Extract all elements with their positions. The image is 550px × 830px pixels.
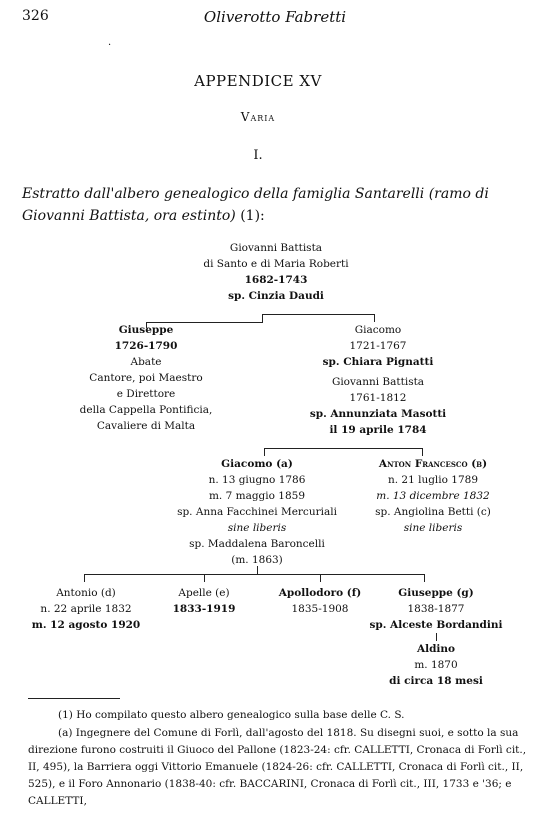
node-name: Apollodoro (f): [278, 587, 362, 599]
node-spouse: sp. Angiolina Betti (c): [375, 506, 491, 518]
node-role: Cavaliere di Malta: [96, 420, 196, 432]
node-spouse: sp. Annunziata Masotti: [309, 408, 447, 420]
node-dates: 1833-1919: [172, 603, 236, 615]
page-number: 326: [22, 8, 49, 24]
node-birth: n. 22 aprile 1832: [40, 603, 132, 615]
root-name: Giovanni Battista: [229, 242, 323, 254]
node-birth: n. 13 giugno 1786: [208, 474, 306, 486]
tree-line: [320, 574, 321, 582]
tree-node-giacomo-1721: [323, 322, 434, 370]
node-name: Giuseppe (g): [398, 587, 474, 599]
node-name: Antonio (d): [56, 587, 116, 599]
decorative-dot: ·: [108, 40, 112, 51]
node-name: Anton Francesco (b): [378, 458, 488, 470]
node-role: e Direttore: [116, 388, 176, 400]
tree-root: [203, 240, 348, 304]
tree-node-apelle: [173, 585, 236, 617]
node-death: m. 13 dicembre 1832: [376, 490, 490, 502]
footnote-rule: [28, 698, 120, 699]
footnote-1: (1) Ho compilato questo albero genealogico sulla base delle C. S.: [58, 709, 405, 721]
tree-node-giacomo-1786: [177, 456, 337, 568]
running-title: Oliverotto Fabretti: [203, 8, 347, 26]
node-name: Giacomo: [354, 324, 402, 336]
tree-node-antonio: [32, 585, 140, 633]
node-title: Abate: [130, 356, 162, 368]
tree-node-anton-francesco: [375, 456, 491, 536]
tree-line: [422, 448, 423, 456]
section-heading: Varia: [240, 110, 276, 124]
node-death: (m. 1863): [231, 554, 283, 566]
node-name: Giuseppe: [118, 324, 174, 336]
node-name: Aldino: [416, 643, 456, 655]
node-dates: 1721-1767: [349, 340, 407, 352]
node-dates: 1835-1908: [291, 603, 349, 615]
section-number: I.: [253, 148, 263, 163]
node-note: sine liberis: [227, 522, 287, 534]
node-role: della Cappella Pontificia,: [79, 404, 213, 416]
tree-node-giuseppe-1838: [369, 585, 502, 633]
node-name: Apelle (e): [178, 587, 230, 599]
node-note: di circa 18 mesi: [389, 675, 483, 687]
node-death: m. 12 agosto 1920: [31, 619, 141, 631]
root-parents: di Santo e di Maria Roberti: [203, 258, 349, 270]
footnote-a: (a) Ingegnere del Comune di Forlì, dall'agosto del 1818. Su disegni suoi, e sotto la sua direzione furono costruiti il Giuoco del Pallone (1823-24: cfr. CALLETTI, Cronaca di Forlì cit., II, 495), la Barriera oggi Vittorio Emanuele (1824-26: cfr. CALLETTI, Cronaca di Forlì cit., II, 525), e il Foro Annonario (1838-40: cfr. BACCARINI, Cronaca di Forlì cit., III, 1733 e '36; e CALLETTI,: [28, 727, 527, 807]
root-spouse: sp. Cinzia Daudi: [228, 290, 324, 302]
tree-line: [257, 566, 258, 574]
root-dates: 1682-1743: [244, 274, 308, 286]
tree-line: [374, 314, 375, 322]
node-name: Giacomo (a): [221, 458, 293, 470]
intro-text: Estratto dall'albero genealogico della famiglia Santarelli (ramo di Giovanni Battista, ora estinto): [22, 186, 489, 224]
node-death: m. 1870: [414, 659, 458, 671]
tree-line: [264, 448, 422, 449]
appendix-heading: APPENDICE XV: [194, 72, 322, 90]
tree-line: [262, 314, 374, 315]
intro-paragraph: [22, 183, 527, 227]
tree-line: [204, 574, 205, 582]
node-dates: 1726-1790: [114, 340, 178, 352]
tree-line: [84, 574, 424, 575]
node-dates: 1761-1812: [349, 392, 407, 404]
node-spouse: sp. Maddalena Baroncelli: [189, 538, 325, 550]
tree-node-giuseppe: [80, 322, 213, 434]
node-death: m. 7 maggio 1859: [208, 490, 306, 502]
tree-node-apollodoro: [279, 585, 361, 617]
node-spouse: sp. Alceste Bordandini: [369, 619, 503, 631]
tree-line: [424, 574, 425, 582]
node-birth: n. 21 luglio 1789: [387, 474, 479, 486]
tree-node-giovanni-battista-1761: [310, 374, 446, 438]
tree-line: [262, 314, 263, 322]
tree-node-aldino: [389, 641, 483, 689]
tree-line: [436, 633, 437, 641]
node-spouse: sp. Anna Facchinei Mercuriali: [177, 506, 337, 518]
node-dates: 1838-1877: [407, 603, 465, 615]
node-role: Cantore, poi Maestro: [89, 372, 203, 384]
tree-line: [84, 574, 85, 582]
intro-note-ref: (1):: [240, 208, 265, 224]
tree-line: [264, 448, 265, 456]
node-marriage-date: il 19 aprile 1784: [329, 424, 427, 436]
node-name: Giovanni Battista: [331, 376, 425, 388]
node-spouse: sp. Chiara Pignatti: [322, 356, 434, 368]
node-note: sine liberis: [403, 522, 463, 534]
